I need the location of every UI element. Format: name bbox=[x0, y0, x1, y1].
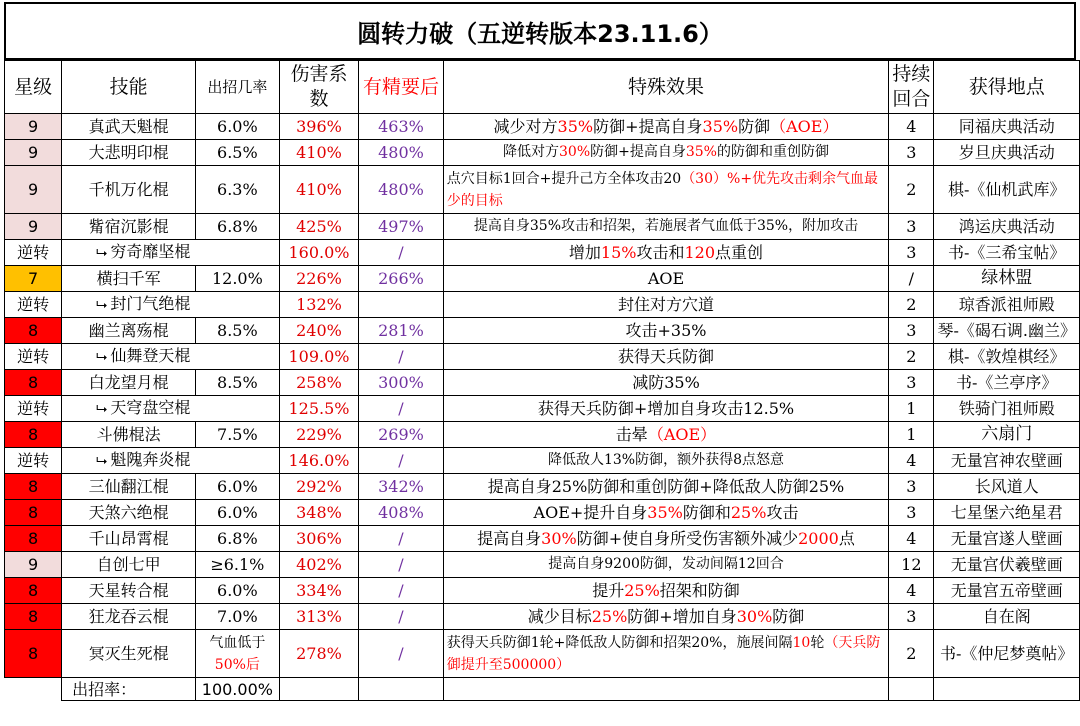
refined-cell: 463% bbox=[359, 114, 444, 140]
effect-text: 25% bbox=[624, 581, 660, 600]
refined-cell: 342% bbox=[359, 474, 444, 500]
effect-text: 35% bbox=[647, 503, 683, 522]
table-row bbox=[5, 552, 1080, 578]
effect-text: 提高自身25%防御和重创防御+降低敌人防御25% bbox=[487, 477, 845, 496]
effect-cell bbox=[443, 474, 889, 500]
source-cell: 岁旦庆典活动 bbox=[934, 140, 1080, 166]
skill-name: 天星转合棍 bbox=[88, 581, 169, 600]
source-cell: 琼香派祖师殿 bbox=[934, 292, 1080, 318]
effect-text: 防御+提高自身 bbox=[593, 117, 703, 136]
effect-text: 点穴目标1回合+提升己方全体攻击20 bbox=[446, 170, 682, 187]
turns-cell: 3 bbox=[889, 318, 934, 344]
table-row bbox=[5, 370, 1080, 396]
skill-cell bbox=[62, 396, 280, 422]
footer-value: 100.00% bbox=[196, 678, 280, 701]
skill-name: 白龙望月棍 bbox=[88, 373, 169, 392]
source-cell: 六扇门 bbox=[934, 422, 1080, 448]
star-cell: 8 bbox=[5, 422, 62, 448]
effect-cell bbox=[443, 370, 889, 396]
source-cell: 棋-《仙机武库》 bbox=[934, 166, 1080, 214]
table-row bbox=[5, 344, 1080, 370]
effect-text: 35% bbox=[557, 117, 594, 136]
damage-cell: 410% bbox=[279, 166, 358, 214]
skill-name: 穷奇靡坚棍 bbox=[110, 242, 191, 261]
effect-text: 防御 bbox=[772, 607, 805, 626]
effect-text: 攻击+35% bbox=[625, 321, 707, 340]
damage-cell: 348% bbox=[279, 500, 358, 526]
effect-text: 防御和 bbox=[682, 503, 731, 522]
effect-cell bbox=[443, 526, 889, 552]
rate-cell: 6.8% bbox=[196, 214, 280, 240]
skill-name: 天穹盘空棍 bbox=[110, 398, 191, 417]
rate-text: 50%后 bbox=[214, 656, 260, 673]
table-row bbox=[5, 526, 1080, 552]
effect-text: 30% bbox=[541, 529, 577, 548]
rate-cell: 8.5% bbox=[196, 318, 280, 344]
effect-cell bbox=[443, 578, 889, 604]
table-row bbox=[5, 474, 1080, 500]
skill-cell bbox=[62, 240, 280, 266]
effect-text: AOE+提升自身 bbox=[533, 503, 648, 522]
source-cell: 棋-《敦煌棋经》 bbox=[934, 344, 1080, 370]
refined-cell: 480% bbox=[359, 166, 444, 214]
skill-name: 真武天魁棍 bbox=[88, 117, 169, 136]
star-cell: 逆转 bbox=[5, 240, 62, 266]
effect-cell bbox=[443, 114, 889, 140]
table-row bbox=[5, 396, 1080, 422]
damage-cell: 334% bbox=[279, 578, 358, 604]
effect-text: 2000 bbox=[798, 529, 839, 548]
refined-cell: 480% bbox=[359, 140, 444, 166]
star-cell: 9 bbox=[5, 552, 62, 578]
effect-text: 击晕 bbox=[615, 425, 648, 444]
refined-cell: / bbox=[359, 604, 444, 630]
turns-cell: 3 bbox=[889, 474, 934, 500]
refined-cell: 408% bbox=[359, 500, 444, 526]
refined-cell: / bbox=[359, 396, 444, 422]
damage-cell: 240% bbox=[279, 318, 358, 344]
damage-cell: 396% bbox=[279, 114, 358, 140]
refined-cell: / bbox=[359, 552, 444, 578]
skill-name: 横扫千军 bbox=[96, 269, 161, 288]
effect-text: 点重创 bbox=[715, 243, 764, 262]
footer-empty bbox=[279, 678, 358, 701]
star-cell: 逆转 bbox=[5, 396, 62, 422]
table-row bbox=[5, 630, 1080, 678]
effect-text: 35% bbox=[702, 117, 739, 136]
rate-cell: ≥6.1% bbox=[196, 552, 280, 578]
effect-text: 防御 bbox=[738, 117, 771, 136]
effect-text: （AOE） bbox=[770, 117, 839, 136]
damage-cell: 292% bbox=[279, 474, 358, 500]
rate-cell: 6.0% bbox=[196, 500, 280, 526]
table-row bbox=[5, 448, 1080, 474]
rate-text: 气血低于 bbox=[209, 634, 266, 651]
rate-cell: 6.8% bbox=[196, 526, 280, 552]
skill-cell bbox=[62, 370, 196, 396]
effect-text: %+优先攻击剩余气血最少的目标 bbox=[446, 170, 879, 209]
source-cell: 铁骑门祖师殿 bbox=[934, 396, 1080, 422]
turns-cell: 3 bbox=[889, 604, 934, 630]
turns-cell: 3 bbox=[889, 500, 934, 526]
turns-cell: 2 bbox=[889, 630, 934, 678]
damage-cell: 313% bbox=[279, 604, 358, 630]
effect-text: 招架和防御 bbox=[659, 581, 740, 600]
rate-cell: 7.0% bbox=[196, 604, 280, 630]
table-row bbox=[5, 578, 1080, 604]
footer-empty bbox=[443, 678, 889, 701]
skill-cell bbox=[62, 552, 196, 578]
effect-cell bbox=[443, 344, 889, 370]
star-cell: 8 bbox=[5, 630, 62, 678]
table-row bbox=[5, 318, 1080, 344]
header-rate: 出招几率 bbox=[196, 61, 280, 114]
effect-cell bbox=[443, 318, 889, 344]
turns-cell: 3 bbox=[889, 370, 934, 396]
effect-text: 提高自身35%攻击和招架，若施展者气血低于35%，附加攻击 bbox=[473, 218, 859, 234]
effect-text: 的防御和重创防御 bbox=[716, 144, 829, 160]
header-refined: 有精要后 bbox=[359, 61, 444, 114]
skill-name: 仙舞登天棍 bbox=[110, 346, 191, 365]
source-cell: 自在阁 bbox=[934, 604, 1080, 630]
damage-cell: 146.0% bbox=[279, 448, 358, 474]
skill-cell bbox=[62, 166, 196, 214]
turns-cell: 4 bbox=[889, 578, 934, 604]
effect-text: AOE bbox=[647, 269, 685, 288]
rate-cell bbox=[196, 630, 280, 678]
footer-empty bbox=[889, 678, 934, 701]
effect-cell bbox=[443, 266, 889, 292]
damage-cell: 402% bbox=[279, 552, 358, 578]
refined-cell: / bbox=[359, 344, 444, 370]
header-effect: 特殊效果 bbox=[443, 61, 889, 114]
skill-cell bbox=[62, 214, 196, 240]
header-star: 星级 bbox=[5, 61, 62, 114]
skill-name: 三仙翻江棍 bbox=[88, 477, 169, 496]
source-cell: 绿林盟 bbox=[934, 266, 1080, 292]
skill-name: 天煞六绝棍 bbox=[88, 503, 169, 522]
effect-text: 提高自身 bbox=[477, 529, 542, 548]
effect-text: 提升 bbox=[592, 581, 625, 600]
rate-cell: 6.0% bbox=[196, 578, 280, 604]
rate-cell: 8.5% bbox=[196, 370, 280, 396]
header-turns: 持续回合 bbox=[889, 61, 934, 114]
turns-cell: 2 bbox=[889, 344, 934, 370]
header-damage: 伤害系数 bbox=[279, 61, 358, 114]
table-row bbox=[5, 266, 1080, 292]
effect-cell bbox=[443, 140, 889, 166]
footer-spacer bbox=[5, 678, 62, 701]
effect-text: 25% bbox=[730, 503, 767, 522]
branch-arrow-icon: ⮡ bbox=[96, 453, 108, 469]
star-cell: 逆转 bbox=[5, 292, 62, 318]
effect-cell bbox=[443, 396, 889, 422]
sheet-title: 圆转力破（五逆转版本23.11.6） bbox=[4, 2, 1076, 60]
skill-cell bbox=[62, 474, 196, 500]
source-cell: 鸿运庆典活动 bbox=[934, 214, 1080, 240]
effect-text: 减少目标 bbox=[527, 607, 592, 626]
skill-cell bbox=[62, 448, 280, 474]
effect-text: （30） bbox=[681, 170, 728, 187]
table-row bbox=[5, 500, 1080, 526]
skill-name: 封门气绝棍 bbox=[110, 294, 191, 313]
skill-cell bbox=[62, 140, 196, 166]
effect-text: 35% bbox=[685, 144, 717, 160]
effect-text: 攻击和 bbox=[636, 243, 685, 262]
damage-cell: 160.0% bbox=[279, 240, 358, 266]
star-cell: 8 bbox=[5, 474, 62, 500]
table-row bbox=[5, 140, 1080, 166]
effect-text: 轮 bbox=[810, 634, 825, 651]
skill-name: 幽兰离殇棍 bbox=[88, 321, 169, 340]
effect-text: （天兵防御提升至500000） bbox=[446, 634, 881, 673]
star-cell: 逆转 bbox=[5, 448, 62, 474]
refined-cell bbox=[359, 292, 444, 318]
star-cell: 8 bbox=[5, 604, 62, 630]
turns-cell: 4 bbox=[889, 526, 934, 552]
turns-cell: 12 bbox=[889, 552, 934, 578]
skill-name: 大悲明印棍 bbox=[88, 143, 169, 162]
branch-arrow-icon: ⮡ bbox=[96, 245, 108, 261]
skill-cell bbox=[62, 604, 196, 630]
header-row bbox=[5, 61, 1080, 114]
effect-text: 攻击 bbox=[766, 503, 799, 522]
damage-cell: 132% bbox=[279, 292, 358, 318]
skill-cell bbox=[62, 630, 196, 678]
effect-cell bbox=[443, 604, 889, 630]
refined-cell: / bbox=[359, 630, 444, 678]
source-cell: 书-《仲尼梦奠帖》 bbox=[934, 630, 1080, 678]
effect-text: 点 bbox=[838, 529, 855, 548]
star-cell: 8 bbox=[5, 526, 62, 552]
star-cell: 9 bbox=[5, 140, 62, 166]
effect-cell bbox=[443, 240, 889, 266]
effect-cell bbox=[443, 630, 889, 678]
source-cell: 无量宫伏羲壁画 bbox=[934, 552, 1080, 578]
header-skill: 技能 bbox=[62, 61, 196, 114]
table-row bbox=[5, 166, 1080, 214]
skill-name: 冥灭生死棍 bbox=[88, 644, 169, 663]
effect-text: 防御+增加自身 bbox=[627, 607, 737, 626]
footer-empty bbox=[934, 678, 1080, 701]
effect-text: 15% bbox=[600, 243, 637, 262]
effect-text: 30% bbox=[736, 607, 773, 626]
effect-cell bbox=[443, 166, 889, 214]
effect-text: 25% bbox=[591, 607, 628, 626]
skill-name: 斗佛棍法 bbox=[96, 425, 161, 444]
skill-cell bbox=[62, 292, 280, 318]
turns-cell: 3 bbox=[889, 240, 934, 266]
effect-text: 获得天兵防御 bbox=[617, 347, 714, 366]
damage-cell: 410% bbox=[279, 140, 358, 166]
footer-label: 出招率： bbox=[62, 678, 196, 701]
refined-cell: 269% bbox=[359, 422, 444, 448]
turns-cell: 2 bbox=[889, 292, 934, 318]
star-cell: 9 bbox=[5, 214, 62, 240]
table-row bbox=[5, 292, 1080, 318]
skill-cell bbox=[62, 318, 196, 344]
source-cell: 无量宫遂人壁画 bbox=[934, 526, 1080, 552]
skill-cell bbox=[62, 422, 196, 448]
refined-cell: / bbox=[359, 578, 444, 604]
damage-cell: 226% bbox=[279, 266, 358, 292]
refined-cell: / bbox=[359, 448, 444, 474]
skill-name: 魁隗奔炎棍 bbox=[110, 450, 191, 469]
skill-name: 自创七甲 bbox=[96, 555, 161, 574]
source-cell: 无量宫五帝壁画 bbox=[934, 578, 1080, 604]
skill-name: 觜宿沉影棍 bbox=[88, 217, 169, 236]
skill-name: 狂龙吞云棍 bbox=[88, 607, 169, 626]
turns-cell: 4 bbox=[889, 114, 934, 140]
header-source: 获得地点 bbox=[934, 61, 1080, 114]
damage-cell: 306% bbox=[279, 526, 358, 552]
effect-text: 降低敌人13%防御，额外获得8点怒意 bbox=[547, 452, 784, 468]
effect-cell bbox=[443, 448, 889, 474]
skill-name: 千机万化棍 bbox=[88, 180, 169, 199]
skill-cell bbox=[62, 344, 280, 370]
rate-cell: 6.0% bbox=[196, 474, 280, 500]
refined-cell: / bbox=[359, 240, 444, 266]
turns-cell: / bbox=[889, 266, 934, 292]
star-cell: 8 bbox=[5, 578, 62, 604]
damage-cell: 258% bbox=[279, 370, 358, 396]
star-cell: 7 bbox=[5, 266, 62, 292]
effect-cell bbox=[443, 422, 889, 448]
table-row bbox=[5, 214, 1080, 240]
effect-text: （AOE） bbox=[647, 425, 717, 444]
star-cell: 8 bbox=[5, 370, 62, 396]
effect-cell bbox=[443, 214, 889, 240]
star-cell: 逆转 bbox=[5, 344, 62, 370]
branch-arrow-icon: ⮡ bbox=[96, 349, 108, 365]
table-row bbox=[5, 604, 1080, 630]
source-cell: 书-《三希宝帖》 bbox=[934, 240, 1080, 266]
refined-cell: 497% bbox=[359, 214, 444, 240]
table-row bbox=[5, 114, 1080, 140]
effect-text: 获得天兵防御1轮+降低敌人防御和招架20%，施展间隔 bbox=[446, 634, 793, 651]
effect-cell bbox=[443, 500, 889, 526]
rate-cell: 6.5% bbox=[196, 140, 280, 166]
effect-text: 防御+提高自身 bbox=[590, 144, 686, 160]
rate-cell: 7.5% bbox=[196, 422, 280, 448]
effect-cell bbox=[443, 292, 889, 318]
star-cell: 9 bbox=[5, 114, 62, 140]
source-cell: 琴-《碣石调.幽兰》 bbox=[934, 318, 1080, 344]
refined-cell: / bbox=[359, 526, 444, 552]
star-cell: 9 bbox=[5, 166, 62, 214]
turns-cell: 4 bbox=[889, 448, 934, 474]
effect-text: 获得天兵防御+增加自身攻击12.5% bbox=[537, 399, 795, 418]
turns-cell: 3 bbox=[889, 140, 934, 166]
effect-text: 增加 bbox=[568, 243, 601, 262]
turns-cell: 3 bbox=[889, 214, 934, 240]
refined-cell: 266% bbox=[359, 266, 444, 292]
source-cell: 无量宫神农壁画 bbox=[934, 448, 1080, 474]
effect-text: 封住对方穴道 bbox=[617, 295, 714, 314]
rate-cell: 12.0% bbox=[196, 266, 280, 292]
effect-text: 防御+使自身所受伤害额外减少 bbox=[576, 529, 799, 548]
branch-arrow-icon: ⮡ bbox=[96, 401, 108, 417]
branch-arrow-icon: ⮡ bbox=[96, 297, 108, 313]
turns-cell: 1 bbox=[889, 396, 934, 422]
skill-cell bbox=[62, 266, 196, 292]
table-row bbox=[5, 240, 1080, 266]
table-row bbox=[5, 422, 1080, 448]
source-cell: 长风道人 bbox=[934, 474, 1080, 500]
damage-cell: 109.0% bbox=[279, 344, 358, 370]
effect-text: 提高自身9200防御，发动间隔12回合 bbox=[548, 556, 784, 572]
effect-text: 减防35% bbox=[632, 373, 700, 392]
source-cell: 书-《兰亭序》 bbox=[934, 370, 1080, 396]
rate-cell: 6.3% bbox=[196, 166, 280, 214]
damage-cell: 125.5% bbox=[279, 396, 358, 422]
source-cell: 同福庆典活动 bbox=[934, 114, 1080, 140]
damage-cell: 278% bbox=[279, 630, 358, 678]
damage-cell: 229% bbox=[279, 422, 358, 448]
star-cell: 8 bbox=[5, 500, 62, 526]
skill-cell bbox=[62, 114, 196, 140]
turns-cell: 2 bbox=[889, 166, 934, 214]
refined-cell: 300% bbox=[359, 370, 444, 396]
skill-cell bbox=[62, 526, 196, 552]
skill-table bbox=[4, 60, 1080, 701]
footer-row bbox=[5, 678, 1080, 701]
effect-cell bbox=[443, 552, 889, 578]
refined-cell: 281% bbox=[359, 318, 444, 344]
effect-text: 120 bbox=[684, 243, 716, 262]
rate-cell: 6.0% bbox=[196, 114, 280, 140]
effect-text: 30% bbox=[559, 144, 591, 160]
source-cell: 七星堡六绝星君 bbox=[934, 500, 1080, 526]
effect-text: 降低对方 bbox=[503, 144, 559, 160]
turns-cell: 1 bbox=[889, 422, 934, 448]
damage-cell: 425% bbox=[279, 214, 358, 240]
effect-text: 减少对方 bbox=[493, 117, 558, 136]
skill-cell bbox=[62, 500, 196, 526]
skill-cell bbox=[62, 578, 196, 604]
effect-text: 10 bbox=[792, 634, 811, 651]
footer-empty bbox=[359, 678, 444, 701]
star-cell: 8 bbox=[5, 318, 62, 344]
skill-name: 千山昂霄棍 bbox=[88, 529, 169, 548]
